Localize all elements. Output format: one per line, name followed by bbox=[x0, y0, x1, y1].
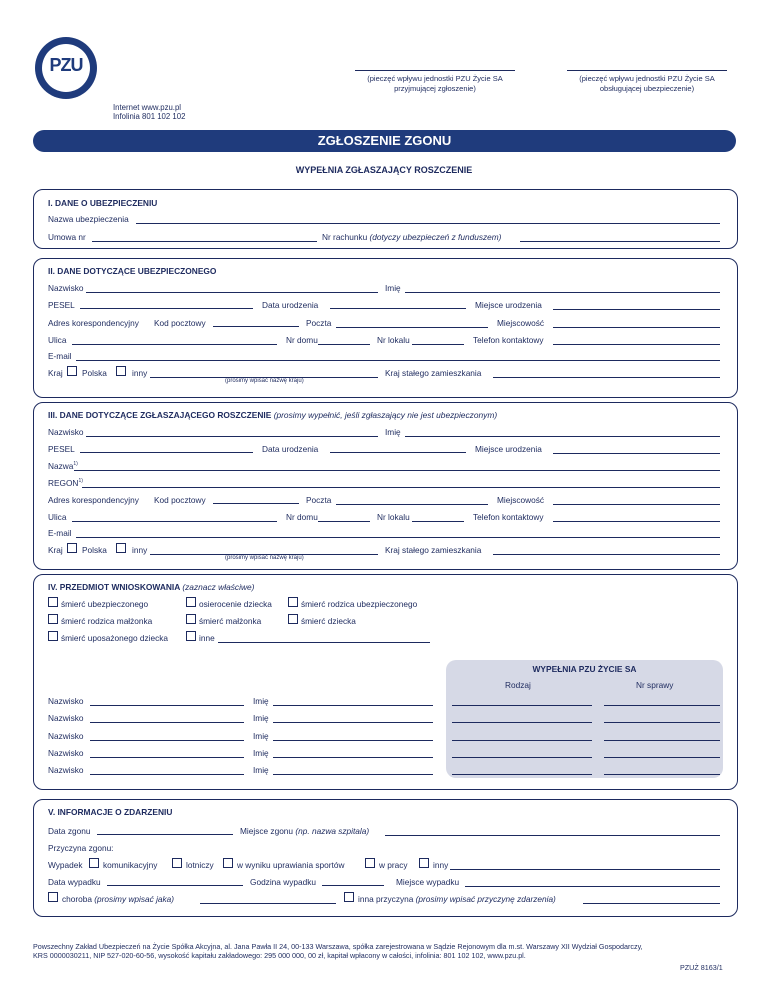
input-imie-row[interactable] bbox=[273, 730, 433, 741]
label-polska-2: Polska bbox=[82, 545, 107, 555]
option-label: osierocenie dziecka bbox=[199, 599, 272, 609]
checkbox-opt-7[interactable] bbox=[186, 631, 196, 641]
label-kod: Kod pocztowy bbox=[154, 318, 206, 328]
input-rodzaj-row[interactable] bbox=[452, 747, 592, 758]
label-telefon: Telefon kontaktowy bbox=[473, 335, 544, 345]
input-miejsce-wypadku[interactable] bbox=[465, 876, 720, 887]
checkbox-opt-6[interactable] bbox=[48, 631, 58, 641]
label-ulica-2: Ulica bbox=[48, 512, 67, 522]
input-nr-sprawy-row[interactable] bbox=[604, 730, 720, 741]
checkbox-sport[interactable] bbox=[223, 858, 233, 868]
input-miejscowosc-2[interactable] bbox=[553, 494, 720, 505]
input-umowa[interactable] bbox=[92, 231, 317, 242]
input-rodzaj-row[interactable] bbox=[452, 730, 592, 741]
input-nazwisko[interactable] bbox=[86, 282, 378, 293]
footer-code: PZUŻ 8163/1 bbox=[680, 963, 723, 972]
input-nazwisko-2[interactable] bbox=[86, 426, 378, 437]
option-label: inny bbox=[433, 860, 449, 870]
label-kraj-2: Kraj bbox=[48, 545, 63, 555]
checkbox-praca[interactable] bbox=[365, 858, 375, 868]
input-email-2[interactable] bbox=[76, 527, 720, 538]
input-imie-row[interactable] bbox=[273, 764, 433, 775]
option-label: komunikacyjny bbox=[103, 860, 158, 870]
input-miejsce-ur-2[interactable] bbox=[553, 443, 720, 454]
input-rodzaj-row[interactable] bbox=[452, 712, 592, 723]
option-label: śmierć małżonka bbox=[199, 616, 262, 626]
input-nr-sprawy-row[interactable] bbox=[604, 764, 720, 775]
input-nazwisko-row[interactable] bbox=[90, 712, 244, 723]
label-miejsce-zgonu: Miejsce zgonu (np. nazwa szpitala) bbox=[240, 826, 370, 836]
checkbox-opt-4[interactable] bbox=[186, 614, 196, 624]
label-ulica: Ulica bbox=[48, 335, 67, 345]
input-imie-row[interactable] bbox=[273, 747, 433, 758]
form-title: ZGŁOSZENIE ZGONU bbox=[33, 130, 736, 152]
section-4-head: IV. PRZEDMIOT WNIOSKOWANIA (zaznacz właściwe) bbox=[48, 582, 255, 592]
input-inny-kraj-2[interactable] bbox=[150, 544, 378, 555]
label-rodzaj: Rodzaj bbox=[505, 680, 531, 690]
input-nr-domu-2[interactable] bbox=[318, 511, 370, 522]
option-label: śmierć rodzica ubezpieczonego bbox=[301, 599, 418, 609]
input-inna-przyczyna[interactable] bbox=[583, 893, 720, 904]
label-nazwisko-2: Nazwisko bbox=[48, 427, 84, 437]
input-kod-2[interactable] bbox=[213, 496, 299, 504]
input-regon[interactable] bbox=[82, 477, 720, 488]
input-nr-domu[interactable] bbox=[318, 334, 370, 345]
input-data-ur-2[interactable] bbox=[330, 445, 466, 453]
label-nr-domu: Nr domu bbox=[286, 335, 318, 345]
label-nazwisko-row: Nazwisko bbox=[48, 713, 84, 723]
stamp-right: (pieczęć wpływu jednostki PZU Życie SA obsługującej ubezpieczenie) bbox=[567, 70, 727, 94]
input-nazwisko-row[interactable] bbox=[90, 747, 244, 758]
input-rodzaj-row[interactable] bbox=[452, 695, 592, 706]
input-imie-2[interactable] bbox=[405, 426, 720, 437]
label-miejsce-wypadku: Miejsce wypadku bbox=[396, 877, 460, 887]
input-nazwa-ubezp[interactable] bbox=[136, 213, 720, 224]
label-nazwisko-row: Nazwisko bbox=[48, 696, 84, 706]
input-inny-wypadek[interactable] bbox=[450, 859, 720, 870]
input-inne[interactable] bbox=[218, 632, 430, 643]
label-choroba: choroba (prosimy wpisać jaka) bbox=[62, 894, 175, 904]
option-label: śmierć rodzica małżonka bbox=[61, 616, 153, 626]
checkbox-choroba[interactable] bbox=[48, 892, 58, 902]
input-kod[interactable] bbox=[213, 319, 299, 327]
form-subtitle: WYPEŁNIA ZGŁASZAJĄCY ROSZCZENIE bbox=[295, 165, 473, 175]
label-kraj-stalego: Kraj stałego zamieszkania bbox=[385, 368, 482, 378]
input-rachunek[interactable] bbox=[520, 231, 720, 242]
label-inny-2: inny bbox=[132, 545, 148, 555]
input-imie-row[interactable] bbox=[273, 712, 433, 723]
input-data-ur[interactable] bbox=[330, 301, 466, 309]
input-telefon[interactable] bbox=[553, 334, 720, 345]
label-telefon-2: Telefon kontaktowy bbox=[473, 512, 544, 522]
label-email: E-mail bbox=[48, 351, 72, 361]
input-telefon-2[interactable] bbox=[553, 511, 720, 522]
label-pesel: PESEL bbox=[48, 300, 75, 310]
input-data-wypadku[interactable] bbox=[107, 878, 243, 886]
logo-text: PZU bbox=[49, 55, 83, 75]
input-email[interactable] bbox=[76, 350, 720, 361]
label-kod-2: Kod pocztowy bbox=[154, 495, 206, 505]
footer-line-1: Powszechny Zakład Ubezpieczeń na Życie Spółka Akcyjna, al. Jana Pawła II 24, 00-133 Warszawa, spółka zarejestrowana w Sądzie Rejonowym dla m.st. Warszawy XII Wydział Gospodarczy, bbox=[33, 942, 643, 951]
pzu-box-head: WYPEŁNIA PZU ŻYCIE SA bbox=[532, 664, 637, 674]
input-nazwa[interactable] bbox=[74, 460, 720, 471]
label-email-2: E-mail bbox=[48, 528, 72, 538]
option-label: śmierć uposażonego dziecka bbox=[61, 633, 168, 643]
label-kraj-stalego-2: Kraj stałego zamieszkania bbox=[385, 545, 482, 555]
label-godzina: Godzina wypadku bbox=[250, 877, 316, 887]
input-imie-row[interactable] bbox=[273, 695, 433, 706]
label-miejsce-ur: Miejsce urodzenia bbox=[475, 300, 542, 310]
input-choroba[interactable] bbox=[200, 893, 336, 904]
input-nr-sprawy-row[interactable] bbox=[604, 747, 720, 758]
label-rachunek: Nr rachunku (dotyczy ubezpieczeń z funduszem) bbox=[322, 232, 502, 242]
checkbox-inny-wypadek[interactable] bbox=[419, 858, 429, 868]
label-imie: Imię bbox=[385, 283, 401, 293]
label-polska: Polska bbox=[82, 368, 107, 378]
label-imie-row: Imię bbox=[253, 713, 269, 723]
label-poczta: Poczta bbox=[306, 318, 332, 328]
option-label: lotniczy bbox=[186, 860, 214, 870]
input-miejsce-zgonu[interactable] bbox=[385, 825, 720, 836]
checkbox-opt-3[interactable] bbox=[48, 614, 58, 624]
label-nr-domu-2: Nr domu bbox=[286, 512, 318, 522]
label-imie-row: Imię bbox=[253, 731, 269, 741]
label-inny: inny bbox=[132, 368, 148, 378]
input-rodzaj-row[interactable] bbox=[452, 764, 592, 775]
input-nazwisko-row[interactable] bbox=[90, 764, 244, 775]
input-nr-sprawy-row[interactable] bbox=[604, 712, 720, 723]
label-imie-row: Imię bbox=[253, 765, 269, 775]
label-umowa: Umowa nr bbox=[48, 232, 86, 242]
input-inny-kraj[interactable] bbox=[150, 367, 378, 378]
label-pesel-2: PESEL bbox=[48, 444, 75, 454]
label-data-zgonu: Data zgonu bbox=[48, 826, 91, 836]
checkbox-polska-2[interactable] bbox=[67, 543, 77, 553]
option-label: inne bbox=[199, 633, 215, 643]
label-regon: REGON$^{1)}$ bbox=[48, 478, 83, 488]
label-miejsce-ur-2: Miejsce urodzenia bbox=[475, 444, 542, 454]
input-miejsce-ur[interactable] bbox=[553, 299, 720, 310]
input-nazwisko-row[interactable] bbox=[90, 695, 244, 706]
label-nazwisko: Nazwisko bbox=[48, 283, 84, 293]
label-nr-lokalu: Nr lokalu bbox=[377, 335, 410, 345]
label-nazwisko-row: Nazwisko bbox=[48, 765, 84, 775]
note-kraj-2: (prosimy wpisać nazwę kraju) bbox=[225, 555, 304, 561]
label-imie-row: Imię bbox=[253, 696, 269, 706]
label-imie-row: Imię bbox=[253, 748, 269, 758]
checkbox-opt-5[interactable] bbox=[288, 614, 298, 624]
option-label: śmierć dziecka bbox=[301, 616, 356, 626]
checkbox-inny-kraj[interactable] bbox=[116, 366, 126, 376]
label-wypadek: Wypadek bbox=[48, 860, 83, 870]
input-poczta-2[interactable] bbox=[336, 494, 488, 505]
option-label: śmierć ubezpieczonego bbox=[61, 599, 149, 609]
checkbox-opt-1[interactable] bbox=[186, 597, 196, 607]
label-poczta-2: Poczta bbox=[306, 495, 332, 505]
footer-line-2: KRS 0000030211, NIP 527-020-60-56, wysokość kapitału zakładowego: 295 000 000, 00 zł, kapitał wpłacony w całości, infolinia: 801 102 102, www.pzu.pl. bbox=[33, 951, 526, 960]
infolinia: Infolinia 801 102 102 bbox=[113, 112, 186, 121]
input-data-zgonu[interactable] bbox=[97, 827, 233, 835]
note-kraj: (prosimy wpisać nazwę kraju) bbox=[225, 378, 304, 384]
input-kraj-stalego-2[interactable] bbox=[493, 544, 720, 555]
input-ulica[interactable] bbox=[72, 334, 277, 345]
checkbox-inny-kraj-2[interactable] bbox=[116, 543, 126, 553]
input-pesel-2[interactable] bbox=[80, 445, 253, 453]
section-5-head: V. INFORMACJE O ZDARZENIU bbox=[48, 807, 173, 817]
input-imie[interactable] bbox=[405, 282, 720, 293]
label-miejscowosc-2: Miejscowość bbox=[497, 495, 545, 505]
checkbox-opt-2[interactable] bbox=[288, 597, 298, 607]
input-poczta[interactable] bbox=[336, 317, 488, 328]
label-adres: Adres korespondencyjny bbox=[48, 318, 139, 328]
checkbox-lotniczy[interactable] bbox=[172, 858, 182, 868]
label-nazwa-ubezp: Nazwa ubezpieczenia bbox=[48, 214, 129, 224]
internet: Internet www.pzu.pl bbox=[113, 103, 182, 112]
input-nr-lokalu-2[interactable] bbox=[412, 511, 464, 522]
label-nazwa: Nazwa$^{1)}$ bbox=[48, 461, 78, 471]
pzu-logo bbox=[35, 37, 97, 99]
label-data-ur-2: Data urodzenia bbox=[262, 444, 319, 454]
input-nazwisko-row[interactable] bbox=[90, 730, 244, 741]
checkbox-komunikacyjny[interactable] bbox=[89, 858, 99, 868]
option-label: w pracy bbox=[379, 860, 408, 870]
input-ulica-2[interactable] bbox=[72, 511, 277, 522]
label-adres-2: Adres korespondencyjny bbox=[48, 495, 139, 505]
label-inna: inna przyczyna (prosimy wpisać przyczynę zdarzenia) bbox=[358, 894, 556, 904]
input-godzina[interactable] bbox=[322, 878, 384, 886]
section-3-head: III. DANE DOTYCZĄCE ZGŁASZAJĄCEGO ROSZCZENIE (prosimy wypełnić, jeśli zgłaszający nie jest ubezpieczonym) bbox=[48, 410, 498, 420]
input-nr-lokalu[interactable] bbox=[412, 334, 464, 345]
input-nr-sprawy-row[interactable] bbox=[604, 695, 720, 706]
label-nr-sprawy: Nr sprawy bbox=[636, 680, 674, 690]
input-miejscowosc[interactable] bbox=[553, 317, 720, 328]
checkbox-opt-0[interactable] bbox=[48, 597, 58, 607]
checkbox-polska[interactable] bbox=[67, 366, 77, 376]
label-miejscowosc: Miejscowość bbox=[497, 318, 545, 328]
label-nr-lokalu-2: Nr lokalu bbox=[377, 512, 410, 522]
label-data-wypadku: Data wypadku bbox=[48, 877, 101, 887]
label-nazwisko-row: Nazwisko bbox=[48, 731, 84, 741]
stamp-left: (pieczęć wpływu jednostki PZU Życie SA przyjmującej zgłoszenie) bbox=[355, 70, 515, 94]
label-data-ur: Data urodzenia bbox=[262, 300, 319, 310]
option-label: w wyniku uprawiania sportów bbox=[237, 860, 345, 870]
input-kraj-stalego[interactable] bbox=[493, 367, 720, 378]
label-imie-2: Imię bbox=[385, 427, 401, 437]
section-2-head: II. DANE DOTYCZĄCE UBEZPIECZONEGO bbox=[48, 266, 217, 276]
label-nazwisko-row: Nazwisko bbox=[48, 748, 84, 758]
label-kraj: Kraj bbox=[48, 368, 63, 378]
label-przyczyna: Przyczyna zgonu: bbox=[48, 843, 114, 853]
input-pesel[interactable] bbox=[80, 301, 253, 309]
section-1-head: I. DANE O UBEZPIECZENIU bbox=[48, 198, 158, 208]
checkbox-inna-przyczyna[interactable] bbox=[344, 892, 354, 902]
